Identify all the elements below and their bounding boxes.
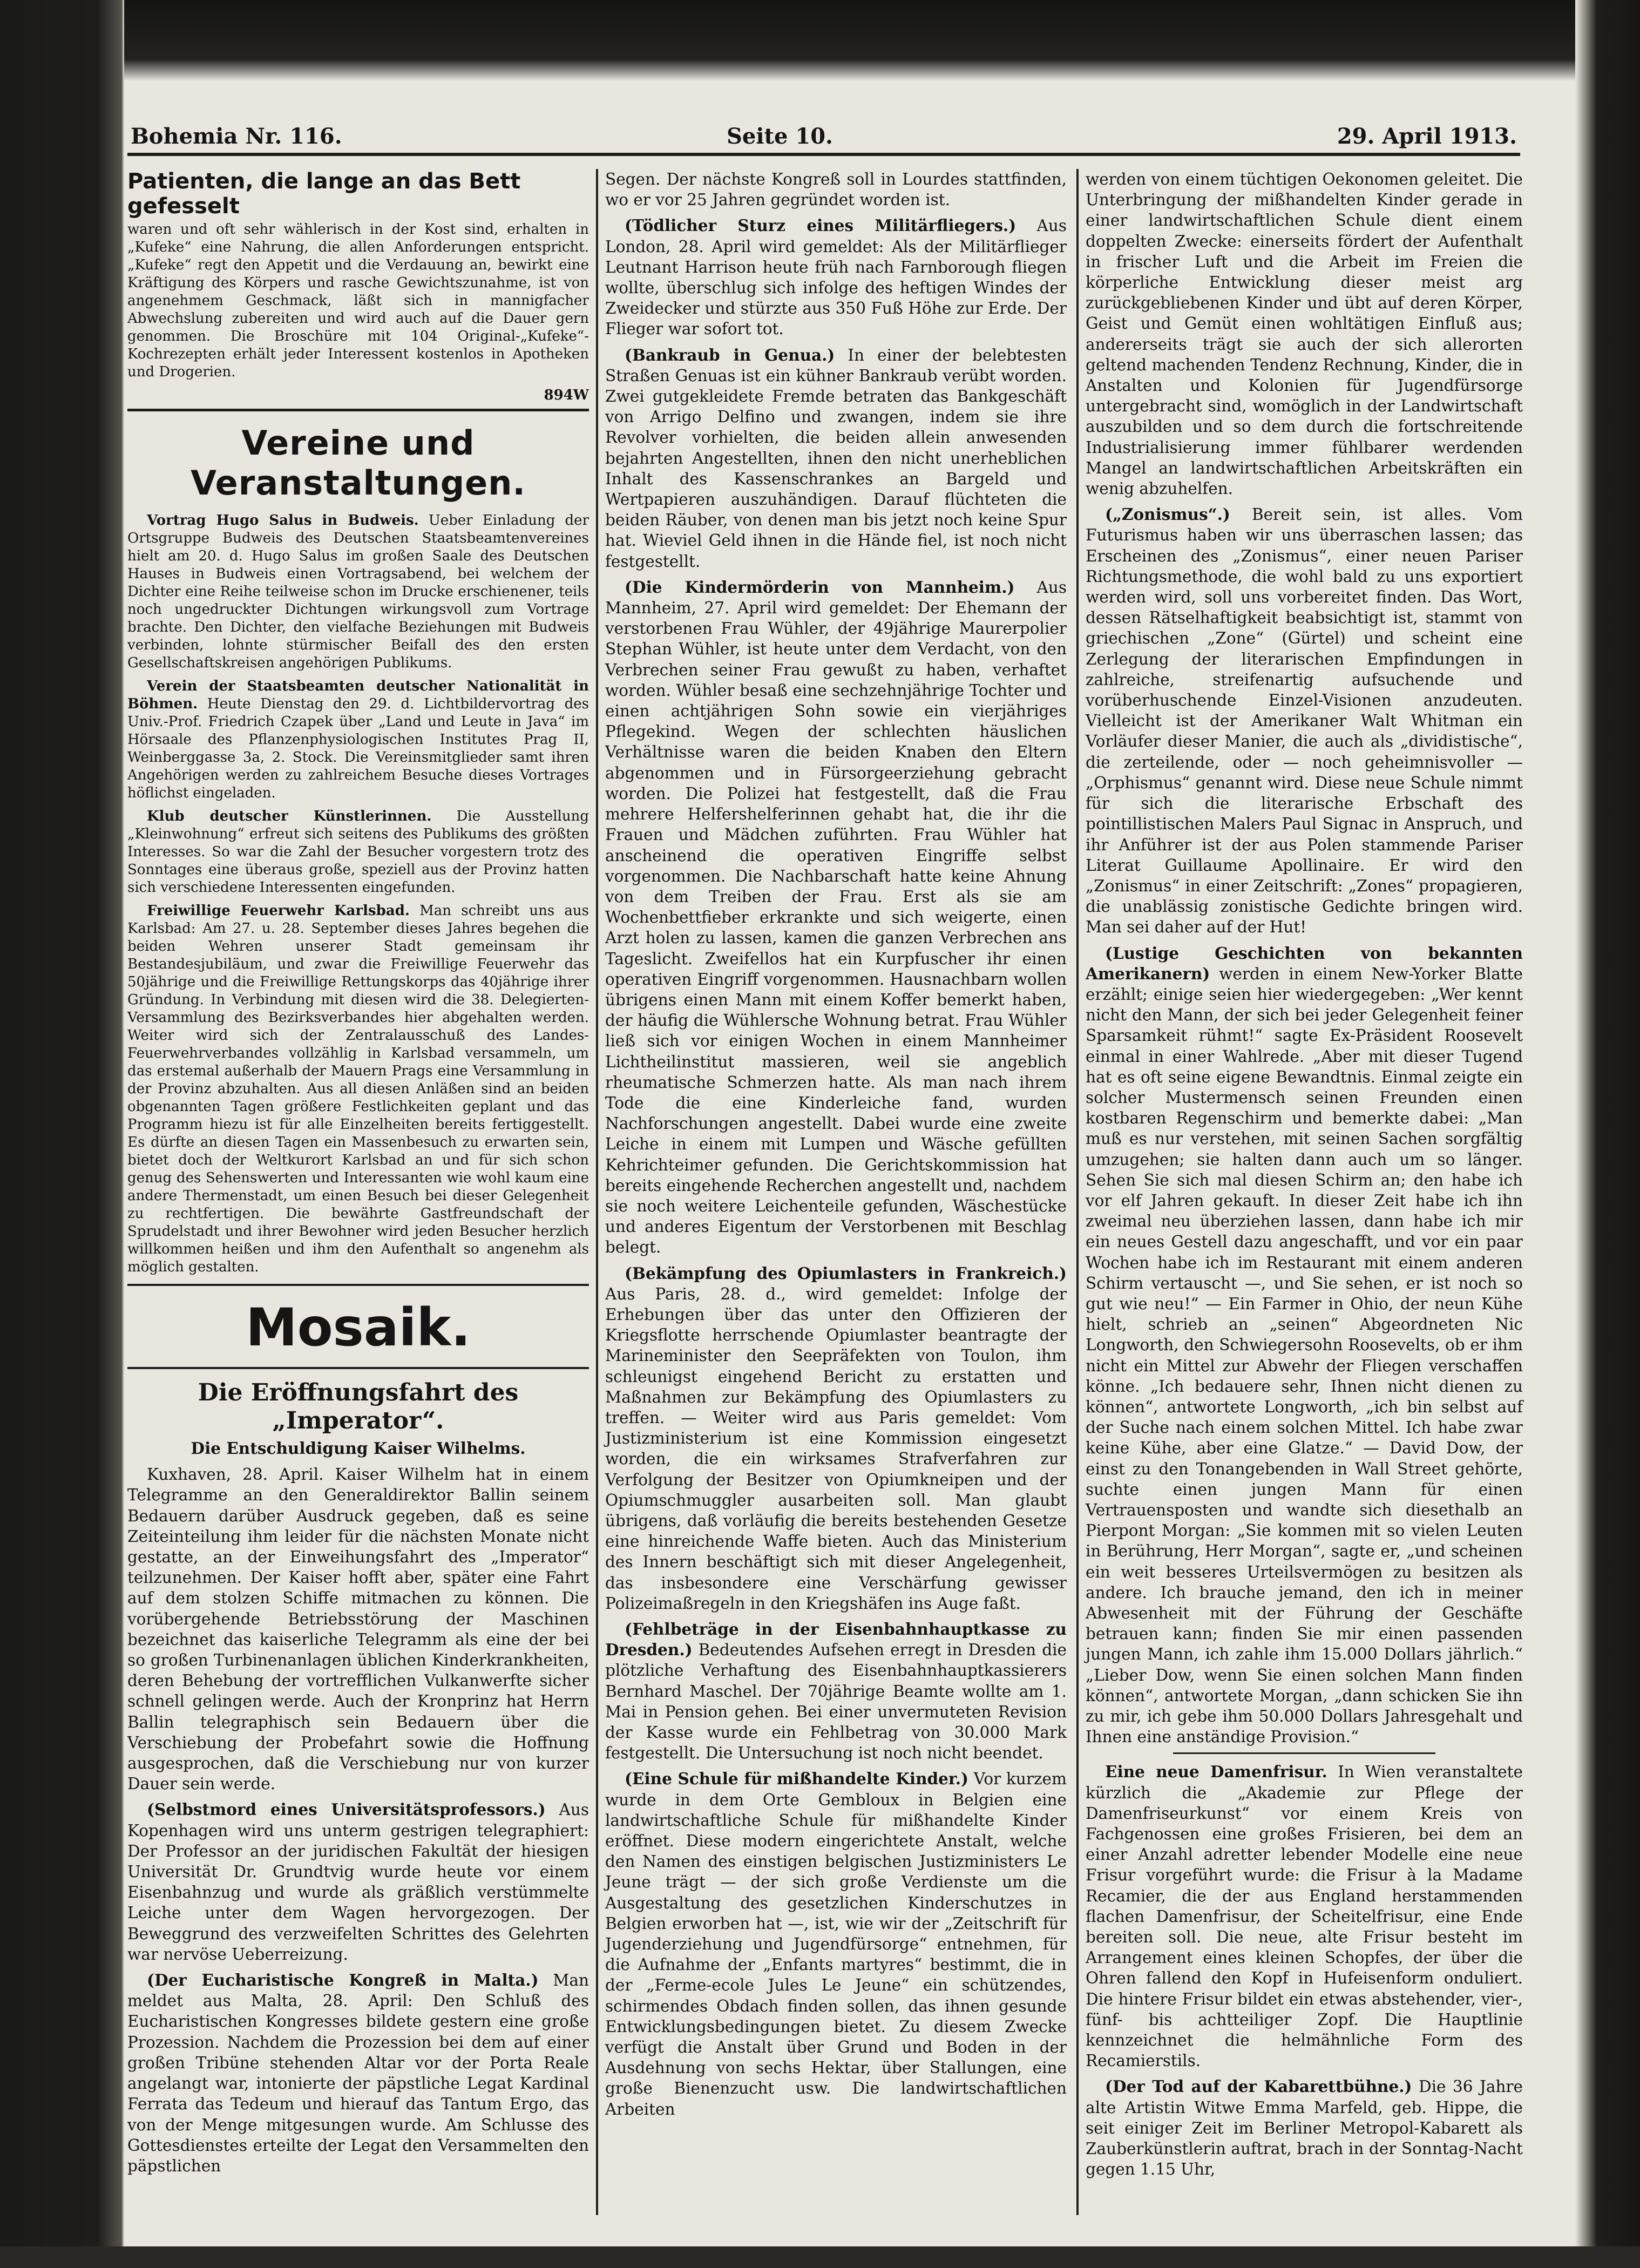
news-item: Klub deutscher Künstlerinnen. Die Ausstellung „Kleinwohnung“ erfreut sich seitens des Publikums des größten Interesses. So war die Zahl der Besucher vorgestern trotz des Sonntages eine überaus große, speziell aus der Provinz hatten sich verschiedene Interessenten eingefunden. bbox=[127, 808, 589, 896]
news-item: Eine neue Damenfrisur. In Wien veranstaltete kürzlich die „Akademie zur Pflege der Damenfriseurkunst“ vor einem Kreis von Fachgenossen eine großes Frisieren, bei dem an einer Anzahl adretter lebender Modelle eine neue Frisur vorgeführt wurde: die Frisur à la Madame Recamier, die der aus England herstammenden flachen Damenfrisur, der Scheitelfrisur, eine Ende bereiten soll. Die neue, alte Frisur besteht im Arrangement eines kleinen Schopfes, der über die Ohren fallend den Kopf in Hufeisenform onduliert. Die hintere Frisur bildet ein etwas abstehender, vier-, fünf- bis achtteiliger Zopf. Die Hauptlinie kennzeichnet die helmähnliche Form des Recamierstils. bbox=[1086, 1762, 1523, 2070]
column-rule-2 bbox=[1076, 169, 1079, 2215]
news-item: (Tödlicher Sturz eines Militärfliegers.) Aus London, 28. April wird gemeldet: Als der Militärflieger Leutnant Harrison heute früh nach Farnborough fliegen wollte, überschlug sich infolge des heftigen Windes der Zweidecker und stürzte aus 350 Fuß Höhe zur Erde. Der Flieger war sofort tot. bbox=[605, 216, 1067, 338]
column-3 bbox=[1086, 169, 1523, 2185]
news-item: („Zonismus“.) Bereit sein, ist alles. Vom Futurismus haben wir uns überraschen lassen; das Erscheinen des „Zonismus“, einer neuen Pariser Richtungsmethode, die wohl bald zu uns exportiert werden wird, soll uns vorbereitet finden. Das Wort, dessen Rätselhaftigkeit beabsichtigt ist, stammt von griechischen „Zone“ (Gürtel) und scheint eine Zerlegung der literarischen Empfindungen in zahlreiche, streifenartig aufsuchende und vorüberhuschende Einzel-Visionen anzudeuten. Vielleicht ist der Amerikaner Walt Whitman ein Vorläufer dieser Manier, die auch als „dividistische“, die zerteilende, oder — noch geheimnisvoller — „Orphismus“ genannt wird. Diese neue Schule nimmt für sich die literarische Erbschaft des pointillistischen Malers Paul Signac in Anspruch, und ihr Anführer ist der aus Polen stammende Pariser Literat Guillaume Apollinaire. Er wird den „Zonismus“ in einer Zeitschrift: „Zones“ propagieren, die unablässig zonistische Gedichte bringen wird. Man sei daher auf der Hut! bbox=[1086, 505, 1523, 937]
column-1 bbox=[127, 169, 589, 2182]
ad-body: waren und oft sehr wählerisch in der Kost sind, erhalten in „Kufeke“ eine Nahrung, die allen Anforderungen entspricht. „Kufeke“ regt den Appetit und die Verdauung an, bewirkt eine Kräftigung des Körpers und rasche Gewichtszunahme, ist von angenehmem Geschmack, läßt sich in mannigfacher Abwechslung zubereiten und wird auch auf die Dauer gern genommen. Die Broschüre mit 104 Original-„Kufeke“-Kochrezepten erhält jeder Interessent kostenlos in Apotheken und Drogerien. bbox=[127, 221, 589, 380]
section-divider bbox=[127, 1367, 589, 1369]
section-title: Vereine und Veranstaltungen. bbox=[191, 423, 526, 503]
page-number: Seite 10. bbox=[727, 124, 833, 149]
news-item: (Lustige Geschichten von bekannten Amerikanern) werden in einem New-Yorker Blatte erzählt; einige seien hier wiedergegeben: „Wer kennt nicht den Mann, der sich bei jeder Gelegenheit feiner Sparsamkeit rühmt!“ sagte Ex-Präsident Roosevelt einmal in einer Wahlrede. „Aber mit dieser Tugend hat es oft seine eigene Bewandtnis. Einmal zeigte ein solcher Mustermensch seinen Freunden einen kostbaren Regenschirm und bemerkte dabei: „Man muß es nur verstehen, mit seinen Sachen sorgfältig umzugehen; sie halten dann auch um so länger. Sehen Sie sich mal diesen Schirm an; den habe ich vor elf Jahren gekauft. In dieser Zeit habe ich ihn zweimal neu überziehen lassen, dann habe ich mir ein neues Gestell dazu angeschafft, und vor ein paar Wochen habe ich im Restaurant mit einem anderen Schirm vertauscht —, und Sie sehen, er ist noch so gut wie neu!“ — Ein Farmer in Ohio, der neun Kühe hielt, schrieb an „seinen“ Abgeordneten Nic Longworth, den Schwiegersohn Roosevelts, ob er ihm nicht ein Mittel zur Abwehr der Fliegen verschaffen könne. „Ich bedauere sehr, Ihnen nicht dienen zu können“, antwortete Longworth, „ich bin selbst auf der Suche nach einem solchen Mittel. Ich habe zwar keine Kühe, aber eine Glatze.“ — David Dow, der einst zu den Tonangebenden in Wall Street gehörte, suchte einen jungen Mann für einen Vertrauensposten und wandte sich diesethalb an Pierpont Morgan: „Sie kommen mit so vielen Leuten in Berührung, Herr Morgan“, sagte er, „und scheinen ein weit besseres Urteilsvermögen zu besitzen als andere. Ich brauche jemand, den ich in meiner Abwesenheit mit der Führung der Geschäfte betrauen kann; finden Sie mir einen passenden jungen Mann, ich zahle ihm 15.000 Dollars jährlich.“ „Lieber Dow, wenn Sie einen solchen Mann finden können“, antwortete Morgan, „dann schicken Sie ihn zu mir, ich gebe ihm 50.000 Dollars Jahresgehalt und Ihnen eine anständige Provision.“ bbox=[1086, 943, 1523, 1746]
news-item: (Bankraub in Genua.) In einer der belebtesten Straßen Genuas ist ein kühner Bankraub verübt worden. Zwei gutgekleidete Fremde betraten das Bankgeschäft von Arrigo Delfino und zwangen, indem sie ihre Revolver vorhielten, die beiden allein anwesenden bejahrten Angestellten, ihnen den nicht unerheblichen Inhalt des Kassenschrankes an Bargeld und Wertpapieren auszuhändigen. Darauf flüchteten die beiden Räuber, von denen man bis jetzt noch keine Spur hat. Wieviel Geld ihnen in die Hände fiel, ist noch nicht festgestellt. bbox=[605, 345, 1067, 571]
ad-code: 894W bbox=[544, 387, 589, 403]
news-item: (Eine Schule für mißhandelte Kinder.) Vor kurzem wurde in dem Orte Gembloux in Belgien eine landwirtschaftliche Schule für mißhandelte Kinder eröffnet. Diese modern eingerichtete Anstalt, welche den Namen des einstigen belgischen Justizministers Le Jeune trägt — der sich große Verdienste um die Ausgestaltung des gesetzlichen Kinderschutzes in Belgien erworben hat —, ist, wie wir der „Zeitschrift für Jugenderziehung und Jugendfürsorge“ entnehmen, für die Aufnahme der „Enfants martyres“ bestimmt, die in der „Ferme-ecole Jules Le Jeune“ ein schützendes, schirmendes Obdach finden sollen, das ihnen gesunde Entwicklungsbedingungen bietet. Zu diesem Zwecke verfügt die Anstalt über Grund und Boden in der Ausdehnung von sechs Hektar, über Stallungen, eine große Bienenzucht usw. Die landwirtschaftlichen Arbeiten bbox=[605, 1769, 1067, 2118]
article-body: Kuxhaven, 28. April. Kaiser Wilhelm hat in einem Telegramme an den Generaldirektor Ballin seinem Bedauern darüber Ausdruck gegeben, daß es seine Zeiteinteilung ihm leider für die nächsten Monate nicht gestatte, an der Einweihungsfahrt des „Imperator“ teilzunehmen. Der Kaiser hofft aber, später eine Fahrt auf dem stolzen Schiffe mitmachen zu können. Die vorübergehende Betriebsstörung der Maschinen bezeichnet das kaiserliche Telegramm als eine der bei so großen Turbinenanlagen üblichen Kinderkrankheiten, deren Behebung der vortrefflichen Vulkanwerfte sicher schnell gelingen werde. Auch der Kronprinz hat Herrn Ballin telegraphisch sein Bedauern über die Verschiebung der Probefahrt sowie die Hoffnung ausgesprochen, daß die Verschiebung nur von kurzer Dauer sein werde. bbox=[127, 1465, 589, 1793]
masthead-issue: Bohemia Nr. 116. bbox=[131, 124, 342, 149]
news-item: (Selbstmord eines Universitätsprofessors.) Aus Kopenhagen wird uns unterm gestrigen telegraphiert: Der Professor an der juridischen Fakultät der hiesigen Universität Dr. Grundtvig wurde heute vor einem Eisenbahnzug und wurde als gräßlich verstümmelte Leiche unter dem Wagen hervorgezogen. Der Beweggrund des verzweifelten Schrittes des Gelehrten war nervöse Ueberreizung. bbox=[127, 1800, 589, 1964]
continued-text: werden von einem tüchtigen Oekonomen geleitet. Die Unterbringung der mißhandelten Kinder gerade in einer landwirtschaftlichen Schule dient einem doppelten Zwecke: einerseits fördert der Aufenthalt in frischer Luft und die Arbeit im Freien die körperliche Entwicklung dieser meist arg zurückgebliebenen Kinder und übt auf deren Körper, Geist und Gemüt einen wohltätigen Einfluß aus; andererseits trägt sie auch der sich allerorten geltend machenden Tendenz Rechnung, Kinder, die in Anstalten und Kolonien für Jugendfürsorge untergebracht sind, womöglich in der Landwirtschaft auszubilden und so dem durch die fortschreitende Industrialisierung immer fühlbarer werdenden Mangel an landwirtschaftlichen Arbeitskräften ein wenig abzuhelfen. bbox=[1086, 170, 1523, 498]
item-divider bbox=[1173, 1752, 1435, 1754]
issue-date: 29. April 1913. bbox=[1337, 124, 1517, 149]
article-title: Die Eröffnungsfahrt des „Imperator“. bbox=[198, 1379, 519, 1434]
news-item: (Bekämpfung des Opiumlasters in Frankreich.) Aus Paris, 28. d., wird gemeldet: Infolge der Erhebungen über das unter den Offizieren der Kriegsflotte herrschende Opiumlaster beantragte der Marineminister den Seepräfekten von Toulon, ihm schleunigst eingehend Bericht zu erstatten und Maßnahmen zur Bekämpfung des Opiumlasters zu treffen. — Weiter wird aus Paris gemeldet: Vom Justizministerium ist eine Kommission eingesetzt worden, die ein wirksames Strafverfahren zur Verfolgung der Besitzer von Opiumkneipen und der Opiumschmuggler ausarbeiten soll. Man glaubt übrigens, daß vorläufig die bereits bestehenden Gesetze eine hinreichende Waffe bieten. Auch das Ministerium des Innern beschäftigt sich mit dieser Angelegenheit, das insbesondere eine Verschärfung gewisser Polizeimaßregeln in den Kriegshäfen ins Auge faßt. bbox=[605, 1263, 1067, 1613]
news-item: (Der Eucharistische Kongreß in Malta.) Man meldet aus Malta, 28. April: Den Schluß des Eucharistischen Kongresses bildete gestern eine große Prozession. Nachdem die Prozession bei dem auf einer großen Tribüne stehenden Altar vor der Porta Reale angelangt war, intonierte der päpstliche Legat Kardinal Ferrata das Tedeum und hierauf das Tantum Ergo, das von der Menge mitgesungen wurde. Am Schlusse des Gottesdienstes erteilte der Legat den Versammelten den päpstlichen bbox=[127, 1971, 589, 2175]
article-subtitle: Die Entschuldigung Kaiser Wilhelms. bbox=[191, 1439, 526, 1458]
news-item: Verein der Staatsbeamten deutscher Nationalität in Böhmen. Heute Dienstag den 29. d. Lichtbildervortrag des Univ.-Prof. Friedrich Czapek über „Land und Leute in Java“ im Hörsaale des Pflanzenphysiologischen Institutes Prag II, Weinberggasse 3a, 2. Stock. Die Vereinsmitglieder samt ihren Angehörigen werden zu zahlreichem Besuche dieses Vortrages höflichst eingeladen. bbox=[127, 678, 589, 801]
scan-border-top bbox=[0, 0, 1640, 81]
news-item: (Der Tod auf der Kabarettbühne.) Die 36 Jahre alte Artistin Witwe Emma Marfeld, geb. Hippe, die seit einiger Zeit im Berliner Metropol-Kabarett als Zauberkünstlerin auftrat, brach in der Sonntag-Nacht gegen 1.15 Uhr, bbox=[1086, 2077, 1523, 2179]
newspaper-page bbox=[127, 121, 1523, 2227]
continued-text: Segen. Der nächste Kongreß soll in Lourdes stattfinden, wo er vor 25 Jahren gegründet worden ist. bbox=[605, 170, 1067, 209]
ad-title: Patienten, die lange an das Bett gefesselt bbox=[127, 169, 521, 219]
column-rule-1 bbox=[596, 169, 598, 2215]
advertisement bbox=[127, 169, 589, 411]
page-header bbox=[127, 121, 1520, 156]
mosaik-title: Mosaik. bbox=[246, 1297, 471, 1358]
news-item: (Die Kindermörderin von Mannheim.) Aus Mannheim, 27. April wird gemeldet: Der Ehemann der verstorbenen Frau Wühler, der 49jährige Maurerpolier Stephan Wühler, ist heute unter dem Verdacht, von den Verbrechen seiner Frau gewußt zu haben, verhaftet worden. Wühler besaß eine sechzehnjährige Tochter und einen achtjährigen Sohn sowie ein vierjähriges Pflegekind. Wegen der schlechten häuslichen Verhältnisse waren die beiden Knaben den Eltern abgenommen und in Fürsorgeerziehung gebracht worden. Die Polizei hat festgestellt, daß die Frau mehrere Helfershelferinnen gehabt hat, die ihr die Frauen und Mädchen zuführten. Frau Wühler hat anscheinend die operativen Eingriffe selbst vorgenommen. Die Nachbarschaft hatte keine Ahnung von dem Treiben der Frau. Erst als sie am Wochenbettfieber erkrankte und sich weigerte, einen Arzt holen zu lassen, kamen die ganzen Verbrechen ans Tageslicht. Zweifellos hat ein Kurpfuscher ihr einen operativen Eingriff vorgenommen. Hausnachbarn wollen übrigens einen Mann mit einem Koffer bemerkt haben, der häufig die Wühlersche Wohnung betrat. Frau Wühler ließ sich vor einigen Wochen in einem Mannheimer Lichtheilinstitut massieren, weil sie angeblich rheumatische Schmerzen hatte. Als man nach ihrem Tode die eine Kinderleiche fand, wurden Nachforschungen angestellt. Dabei wurde eine zweite Leiche in einem mit Lumpen und Wäsche gefüllten Kehrichteimer gefunden. Die Gerichtskommission hat bereits eingehende Recherchen angestellt und, nachdem sie noch weitere Leichenteile gefunden, Wäschestücke und anderes Eigentum der Verstorbenen mit Beschlag belegt. bbox=[605, 577, 1067, 1257]
news-item: Vortrag Hugo Salus in Budweis. Ueber Einladung der Ortsgruppe Budweis des Deutschen Staatsbeamtenvereines hielt am 20. d. Hugo Salus im großen Saale des Deutschen Hauses in Budweis einen Vortragsabend, bei welchem der Dichter eine Reihe teilweise schon im Drucke erschienener, teils noch ungedruckter Dichtungen wirkungsvoll zum Vortrage brachte. Den Dichter, den vielfache Beziehungen mit Budweis verbinden, lohnte stürmischer Beifall des den ersten Gesellschaftskreisen angehörigen Publikums. bbox=[127, 512, 589, 671]
scan-border-right bbox=[1575, 0, 1640, 2268]
news-item: (Fehlbeträge in der Eisenbahnhauptkasse zu Dresden.) Bedeutendes Aufsehen erregt in Dresden die plötzliche Verhaftung des Eisenbahnhauptkassierers Bernhard Maschel. Der 70jährige Beamte wollte am 1. Mai in Pension gehen. Bei einer unvermuteten Revision der Kasse wurde ein Fehlbetrag von 30.000 Mark festgestellt. Die Untersuchung ist noch nicht beendet. bbox=[605, 1620, 1067, 1763]
column-2 bbox=[605, 169, 1067, 2125]
scan-border-bottom bbox=[0, 2246, 1640, 2268]
section-divider bbox=[127, 1284, 589, 1286]
scan-border-left bbox=[0, 0, 124, 2268]
news-item: Freiwillige Feuerwehr Karlsbad. Man schreibt uns aus Karlsbad: Am 27. u. 28. September dieses Jahres begehen die beiden Wehren unserer Stadt gemeinsam ihr Bestandesjubiläum, und zwar die Freiwillige Feuerwehr das 50jährige und die Freiwillige Rettungskorps das 40jährige ihrer Gründung. In Verbindung mit diesen wird die 38. Delegierten-Versammlung des Bezirksverbandes hier abgehalten werden. Weiter wird sich der Zentralausschuß des Landes-Feuerwehrverbandes vollzählig in Karlsbad versammeln, um das erstemal außerhalb der Mauern Prags eine Versammlung in der Provinz abzuhalten. Aus all diesen Anläßen sind an beiden obgenannten Tagen größere Festlichkeiten geplant und das Programm hiezu ist für alle Einzelheiten bereits fertiggestellt. Es dürfte an diesen Tagen ein Massenbesuch zu erwarten sein, bietet doch der Weltkurort Karlsbad an und für sich schon genug des Sehenswerten und Interessanten wie wohl kaum eine andere Thermenstadt, um einen Besuch bei dieser Gelegenheit zu rechtfertigen. Die bewährte Gastfreundschaft der Sprudelstadt und ihrer Bewohner wird jeden Besucher herzlich willkommen heißen und ihm den Aufenthalt so angenehm als möglich gestalten. bbox=[127, 903, 589, 1275]
